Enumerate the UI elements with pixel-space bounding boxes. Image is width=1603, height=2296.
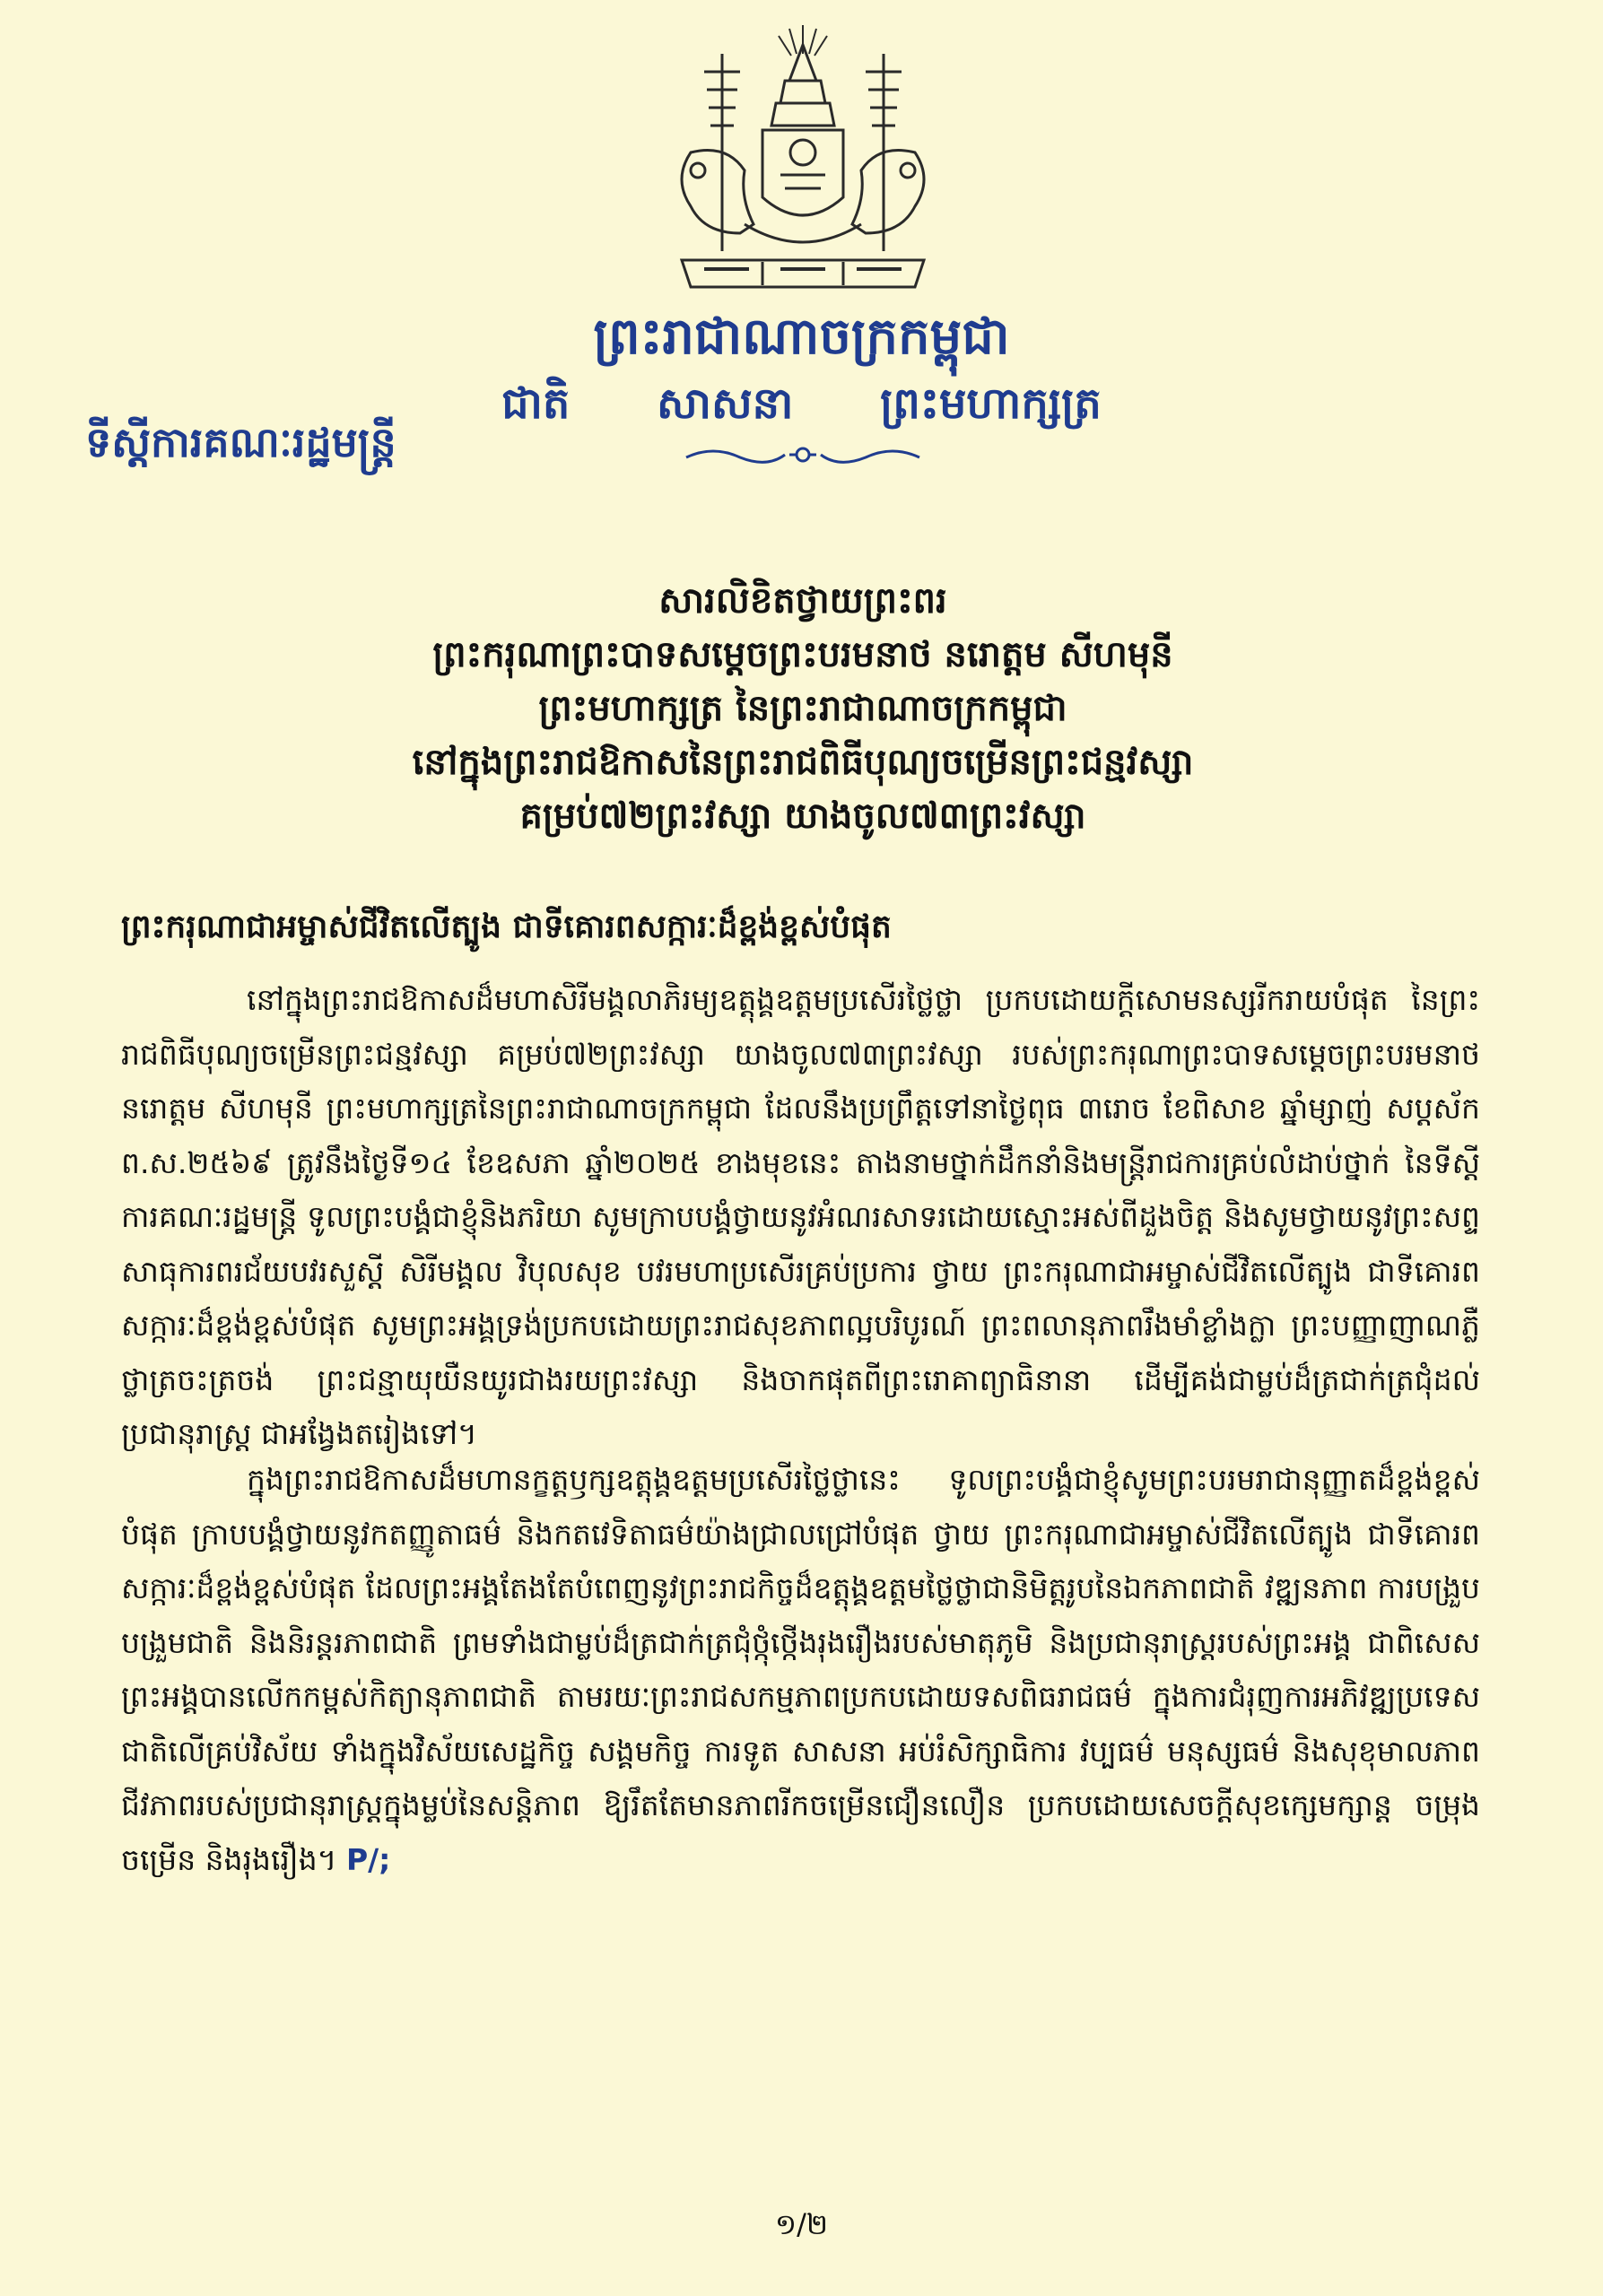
letter-title (108, 574, 1498, 843)
body-paragraph-1: នៅក្នុងព្រះរាជឱកាសដ៏មហាសិរីមង្គលាភិរម្យឧត្តុង្គឧត្តមប្រសើរថ្លៃថ្លា ប្រកបដោយក្តីសោមនស្សរីករាយបំផុត នៃព្រះរាជពិធីបុណ្យចម្រើនព្រះជន្មវស្សា គម្រប់៧២ព្រះវស្សា យាងចូល៧៣ព្រះវស្សា របស់ព្រះករុណាព្រះបាទសម្តេចព្រះបរមនាថ នរោត្តម សីហមុនី ព្រះមហាក្សត្រនៃព្រះរាជាណាចក្រកម្ពុជា ដែលនឹងប្រព្រឹត្តទៅនាថ្ងៃពុធ ៣រោច ខែពិសាខ ឆ្នាំម្សាញ់ សប្តស័ក ព.ស.២៥៦៩ ត្រូវនឹងថ្ងៃទី១៤ ខែឧសភា ឆ្នាំ២០២៥ ខាងមុខនេះ តាងនាមថ្នាក់ដឹកនាំនិងមន្ត្រីរាជការគ្រប់លំដាប់ថ្នាក់ នៃទីស្តីការគណៈរដ្ឋមន្ត្រី ទូលព្រះបង្គំជាខ្ញុំនិងភរិយា សូមក្រាបបង្គំថ្វាយនូវអំណរសាទរដោយស្មោះអស់ពីដួងចិត្ត និងសូមថ្វាយនូវព្រះសព្ទសាធុការពរជ័យបវរសួស្តី សិរីមង្គល វិបុលសុខ បវរមហាប្រសើរគ្រប់ប្រការ ថ្វាយ ព្រះករុណាជាអម្ចាស់ជីវិតលើត្បូង ជាទីគោរពសក្ការៈដ៏ខ្ពង់ខ្ពស់បំផុត សូមព្រះអង្គទ្រង់ប្រកបដោយព្រះរាជសុខភាពល្អបរិបូរណ៍ ព្រះពលានុភាពរឹងមាំខ្លាំងក្លា ព្រះបញ្ញាញាណភ្លឺថ្លាត្រចះត្រចង់ ព្រះជន្មាយុយឺនយូរជាងរយព្រះវស្សា និងចាកផុតពីព្រះរោគាព្យាធិនានា ដើម្បីគង់ជាម្លប់ដ៏ត្រជាក់ត្រជុំដល់ប្រជានុរាស្ត្រ ជាអង្វែងតរៀងទៅ។ (121, 982, 1480, 1451)
issuing-office: ទីស្តីការគណៈរដ្ឋមន្ត្រី (85, 418, 396, 466)
title-line-2: ព្រះករុណាព្រះបាទសម្តេចព្រះបរមនាថ នរោត្តម សីហមុនី (432, 634, 1173, 675)
body-paragraph-2-text: ក្នុងព្រះរាជឱកាសដ៏មហានក្ខត្តឫក្សឧត្តុង្គឧត្តមប្រសើរថ្លៃថ្លានេះ ទូលព្រះបង្គំជាខ្ញុំសូមព្រះបរមរាជានុញ្ញាតដ៏ខ្ពង់ខ្ពស់បំផុត ក្រាបបង្គំថ្វាយនូវកតញ្ញូតាធម៌ និងកតវេទិតាធម៌យ៉ាងជ្រាលជ្រៅបំផុត ថ្វាយ ព្រះករុណាជាអម្ចាស់ជីវិតលើត្បូង ជាទីគោរពសក្ការៈដ៏ខ្ពង់ខ្ពស់បំផុត ដែលព្រះអង្គតែងតែបំពេញនូវព្រះរាជកិច្ចដ៏ឧត្តុង្គឧត្តមថ្លៃថ្លាជានិមិត្តរូបនៃឯកភាពជាតិ វឌ្ឍនភាព ការបង្រួបបង្រួមជាតិ និងនិរន្តរភាពជាតិ ព្រមទាំងជាម្លប់ដ៏ត្រជាក់ត្រជុំថ្កុំថ្កើងរុងរឿងរបស់មាតុភូមិ និងប្រជានុរាស្ត្ររបស់ព្រះអង្គ ជាពិសេសព្រះអង្គបានលើកកម្ពស់កិត្យានុភាពជាតិ តាមរយៈព្រះរាជសកម្មភាពប្រកបដោយទសពិធរាជធម៌ ក្នុងការជំរុញការអភិវឌ្ឍប្រទេសជាតិលើគ្រប់វិស័យ ទាំងក្នុងវិស័យសេដ្ឋកិច្ច សង្គមកិច្ច ការទូត សាសនា អប់រំសិក្សាធិការ វប្បធម៌ មនុស្សធម៌ និងសុខុមាលភាព ជីវភាពរបស់ប្រជានុរាស្ត្រក្នុងម្លប់នៃសន្តិភាព ឱ្យរឹតតែមានភាពរីកចម្រើនជឿនលឿន ប្រកបដោយសេចក្តីសុខក្សេមក្សាន្ត ចម្រុងចម្រើន និងរុងរឿង។ (121, 1462, 1480, 1877)
body-paragraph-2 (121, 1453, 1480, 1887)
salutation: ព្រះករុណាជាអម្ចាស់ជីវិតលើត្បូង ជាទីគោរពសក្ការៈដ៏ខ្ពង់ខ្ពស់បំផុត (121, 909, 892, 945)
decorative-divider-ornament (677, 441, 928, 468)
page-number: ១/២ (774, 2207, 829, 2241)
kingdom-heading: ព្រះរាជាណាចក្រកម្ពុជា (593, 308, 1010, 366)
motto-religion: សាសនា (657, 378, 794, 429)
title-line-3: ព្រះមហាក្សត្រ នៃព្រះរាជាណាចក្រកម្ពុជា (538, 688, 1067, 729)
title-line-1: សារលិខិតថ្វាយព្រះពរ (658, 580, 947, 622)
motto-nation: ជាតិ (501, 378, 571, 429)
continued-marker: P/; (345, 1841, 391, 1877)
title-line-4: នៅក្នុងព្រះរាជឱកាសនៃព្រះរាជពិធីបុណ្យចម្រើនព្រះជន្មវស្សា (412, 742, 1194, 783)
motto-king: ព្រះមហាក្សត្រ (880, 378, 1102, 429)
royal-coat-of-arms-emblem (655, 18, 951, 314)
title-line-5: គម្រប់៧២ព្រះវស្សា យាងចូល៧៣ព្រះវស្សា (519, 796, 1086, 837)
